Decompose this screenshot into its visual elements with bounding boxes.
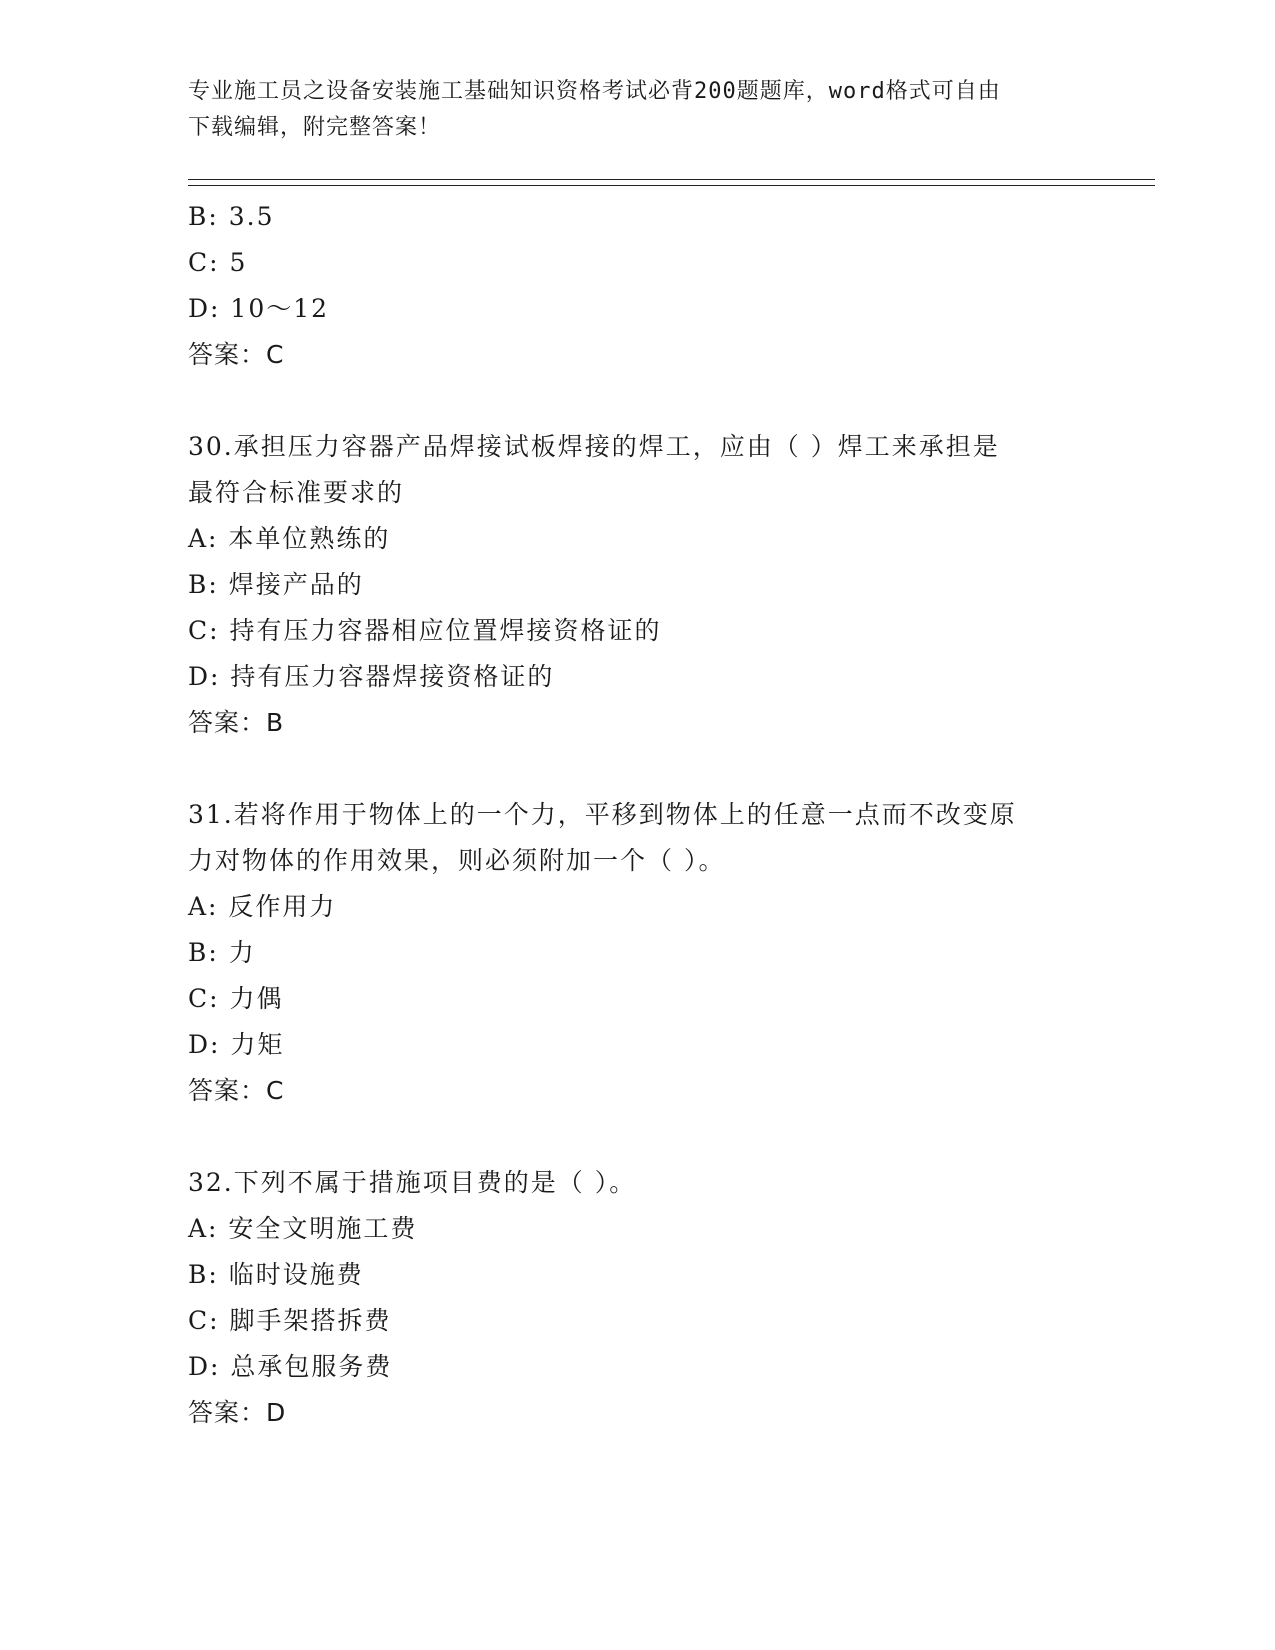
question-31 [188,792,1088,1114]
option-c: C: 5 [188,248,248,277]
spacer [188,378,1088,424]
spacer [188,1114,1088,1160]
option-a: A: 反作用力 [188,892,337,921]
option-a: A: 本单位熟练的 [188,524,391,553]
question-32 [188,1160,1088,1436]
question-30 [188,424,1088,746]
option-d: D: 总承包服务费 [188,1352,393,1381]
option-d: D: 10～12 [188,294,330,323]
document-header [188,74,1088,146]
answer-line: 答案：C [188,340,285,369]
question-list [188,194,1088,1436]
header-divider-top [188,179,1155,180]
header-divider-bottom [188,185,1155,186]
option-c: C: 力偶 [188,984,284,1013]
question-text-line-1: 32.下列不属于措施项目费的是（ ）。 [188,1168,637,1197]
answer-line: 答案：B [188,708,285,737]
option-b: B: 力 [188,938,256,967]
header-line-1: 专业施工员之设备安装施工基础知识资格考试必背200题题库，word格式可自由 [188,79,1001,104]
answer-line: 答案：D [188,1398,287,1427]
header-line-2: 下载编辑，附完整答案！ [188,115,442,140]
question-text-line-1: 31.若将作用于物体上的一个力，平移到物体上的任意一点而不改变原 [188,800,1017,829]
answer-line: 答案：C [188,1076,285,1105]
question-text-line-1: 30.承担压力容器产品焊接试板焊接的焊工，应由（ ）焊工来承担是 [188,432,1000,461]
option-c: C: 脚手架搭拆费 [188,1306,392,1335]
option-c: C: 持有压力容器相应位置焊接资格证的 [188,616,662,645]
option-b: B: 3.5 [188,202,275,231]
option-b: B: 临时设施费 [188,1260,364,1289]
option-b: B: 焊接产品的 [188,570,364,599]
spacer [188,746,1088,792]
question-29-tail [188,194,1088,378]
question-text-line-2: 最符合标准要求的 [188,478,405,507]
question-text-line-2: 力对物体的作用效果，则必须附加一个（ ）。 [188,846,726,875]
option-d: D: 力矩 [188,1030,285,1059]
option-a: A: 安全文明施工费 [188,1214,418,1243]
option-d: D: 持有压力容器焊接资格证的 [188,662,555,691]
